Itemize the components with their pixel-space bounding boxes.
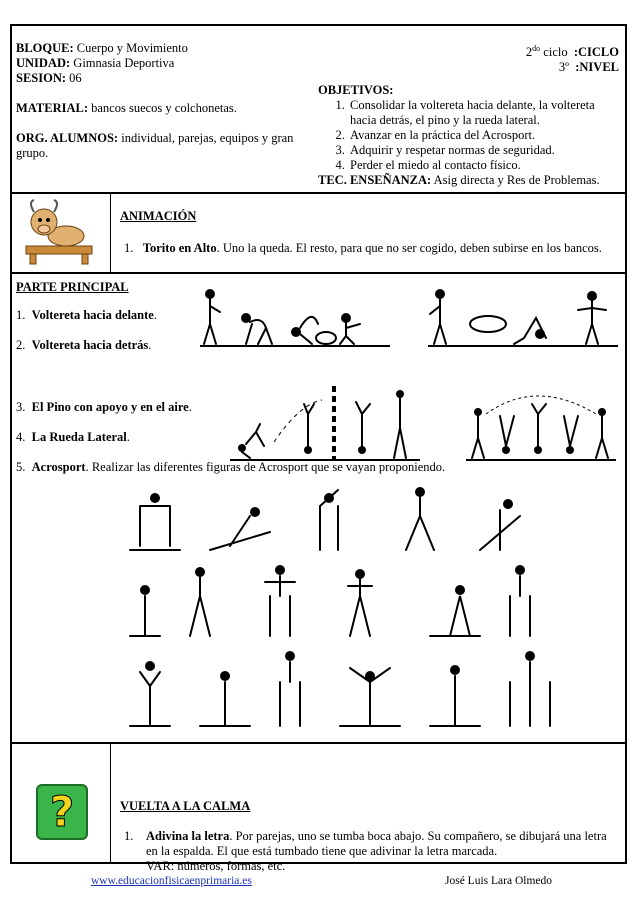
item-text: . xyxy=(148,338,152,352)
unidad-value: Gimnasia Deportiva xyxy=(73,56,175,70)
acrosport-row-3 xyxy=(130,651,550,726)
item-name: Adivina la letra xyxy=(146,829,230,843)
item-number: 1. xyxy=(124,241,134,255)
sesion-line xyxy=(16,71,316,86)
header-left xyxy=(16,41,316,161)
objetivos-block xyxy=(318,83,623,188)
animacion-title: ANIMACIÓN xyxy=(120,209,197,223)
material-line xyxy=(16,101,316,116)
acrosport-figures-illustration xyxy=(120,486,600,734)
item-name: Acrosport xyxy=(31,460,86,474)
item-name: Voltereta hacia delante xyxy=(31,308,154,322)
objetivo-item: 3. Adquirir y respetar normas de seguridad. xyxy=(348,143,623,158)
footer-author: José Luis Lara Olmedo xyxy=(445,875,552,887)
ciclo-label: :CICLO xyxy=(573,45,619,60)
item-number: 1. xyxy=(124,829,134,843)
objetivos-list xyxy=(318,98,623,173)
principal-item xyxy=(16,338,151,353)
animacion-item xyxy=(124,241,624,256)
unidad-label: UNIDAD: xyxy=(16,56,71,70)
cartwheel-illustration xyxy=(466,384,616,464)
principal-item xyxy=(16,400,192,415)
item-text: . Realizar las diferentes figuras de Acrosport que se vayan proponiendo. xyxy=(85,460,446,474)
footer-link[interactable]: www.educacionfisicaenprimaria.es xyxy=(91,875,252,887)
material-value: bancos suecos y colchonetas. xyxy=(91,101,237,115)
item-number: 4. xyxy=(16,430,26,444)
handstand-illustration xyxy=(230,384,420,464)
animacion-section xyxy=(12,194,625,274)
bloque-line xyxy=(16,41,316,56)
calma-title: VUELTA A LA CALMA xyxy=(120,799,251,813)
item-number: 1. xyxy=(16,308,26,322)
org-line xyxy=(16,131,316,161)
unidad-line xyxy=(16,56,316,71)
tec-value: Asig directa y Res de Problemas. xyxy=(433,173,600,187)
parte-principal-section xyxy=(12,274,625,744)
org-value: individual, parejas, equipos y gran grupo. xyxy=(16,131,294,160)
item-text: . Uno la queda. El resto, para que no ser cogido, deben subirse en los bancos. xyxy=(216,241,602,255)
item-text: . xyxy=(126,430,130,444)
calma-item-text xyxy=(146,829,619,874)
material-label: MATERIAL: xyxy=(16,101,88,115)
objetivo-item: 1. Consolidar la voltereta hacia delante, la voltereta hacia detrás, el pino y la rueda lateral. xyxy=(348,98,623,128)
header-right xyxy=(526,41,619,75)
principal-title: PARTE PRINCIPAL xyxy=(16,280,129,294)
question-mark-icon: ? xyxy=(36,784,88,840)
tec-line xyxy=(318,173,623,188)
item-number: 2. xyxy=(16,338,26,352)
bloque-value: Cuerpo y Movimiento xyxy=(76,41,188,55)
principal-item xyxy=(16,430,130,445)
vuelta-calma-section xyxy=(12,744,625,873)
sesion-value: 06 xyxy=(69,71,82,85)
objetivo-item: 4. Perder el miedo al contacto físico. xyxy=(348,158,623,173)
objetivo-item: 2. Avanzar en la práctica del Acrosport. xyxy=(348,128,623,143)
item-text: . Por parejas, uno se tumba boca abajo. Su compañero, se dibujará una letra en la espalda. El que está tumbado tiene que adivinar la letra marcada. xyxy=(146,829,607,858)
principal-item xyxy=(16,308,157,323)
bloque-label: BLOQUE: xyxy=(16,41,74,55)
ciclo-num: 2 xyxy=(525,45,533,60)
item-name: El Pino con apoyo y en el aire xyxy=(31,400,189,414)
forward-roll-illustration xyxy=(200,288,390,348)
variant-text: VAR: números, formas, etc. xyxy=(146,859,286,873)
item-name: La Rueda Lateral xyxy=(31,430,127,444)
bull-icon xyxy=(22,198,102,268)
item-text: . xyxy=(153,308,157,322)
calma-item-row xyxy=(124,829,619,874)
nivel-num: 3º xyxy=(558,60,569,75)
calma-item xyxy=(124,829,619,874)
column-divider xyxy=(110,194,111,272)
nivel-label: :NIVEL xyxy=(575,60,619,75)
ciclo-sup: do xyxy=(532,44,541,53)
acrosport-row-1 xyxy=(130,487,520,550)
item-number: 5. xyxy=(16,460,26,474)
ciclo-line xyxy=(526,41,619,60)
sesion-label: SESION: xyxy=(16,71,67,85)
item-name: Torito en Alto xyxy=(142,241,217,255)
objetivos-title: OBJETIVOS: xyxy=(318,83,394,97)
acrosport-row-2 xyxy=(130,565,530,636)
item-number: 3. xyxy=(16,400,26,414)
ciclo-text: ciclo xyxy=(540,45,568,60)
item-name: Voltereta hacia detrás xyxy=(31,338,149,352)
column-divider xyxy=(110,744,111,862)
header-section xyxy=(12,26,625,194)
item-text: . xyxy=(188,400,192,414)
org-label: ORG. ALUMNOS: xyxy=(16,131,119,145)
nivel-line xyxy=(526,60,619,75)
lesson-sheet xyxy=(10,24,627,873)
backward-roll-illustration xyxy=(428,288,618,348)
tec-label: TEC. ENSEÑANZA: xyxy=(318,173,432,187)
